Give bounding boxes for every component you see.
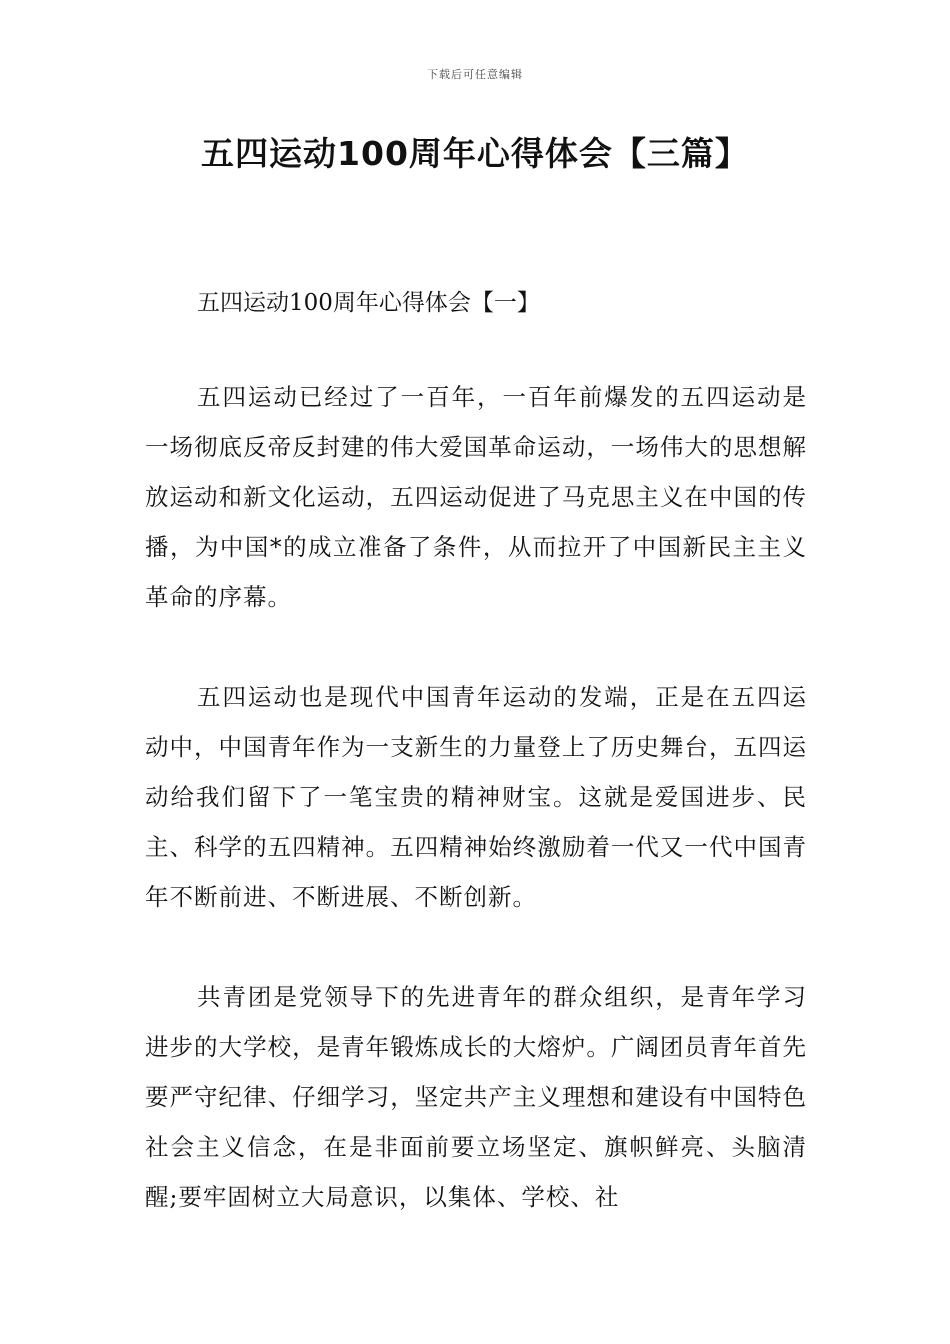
body-paragraph-2: 五四运动也是现代中国青年运动的发端，正是在五四运动中，中国青年作为一支新生的力量登上了历史舞台，五四运动给我们留下了一笔宝贵的精神财宝。这就是爱国进步、民主、科学的五四精神。五四精神始终激励着一代又一代中国青年不断前进、不断进展、不断创新。 [145, 683, 807, 911]
document-title: 五四运动100周年心得体会【三篇】 [201, 134, 749, 173]
body-paragraph-3: 共青团是党领导下的先进青年的群众组织，是青年学习进步的大学校，是青年锻炼成长的大熔炉。广阔团员青年首先要严守纪律、仔细学习，坚定共产主义理想和建设有中国特色社会主义信念，在是非面前要立场坚定、旗帜鲜亮、头脑清醒;要牢固树立大局意识，以集体、学校、社 [145, 983, 807, 1211]
header-note: 下载后可任意编辑 [427, 68, 523, 81]
section-heading: 五四运动100周年心得体会【一】 [197, 290, 540, 316]
body-paragraph-1: 五四运动已经过了一百年，一百年前爆发的五四运动是一场彻底反帝反封建的伟大爱国革命运动，一场伟大的思想解放运动和新文化运动，五四运动促进了马克思主义在中国的传播，为中国*的成立准备了条件，从而拉开了中国新民主主义革命的序幕。 [145, 383, 807, 611]
